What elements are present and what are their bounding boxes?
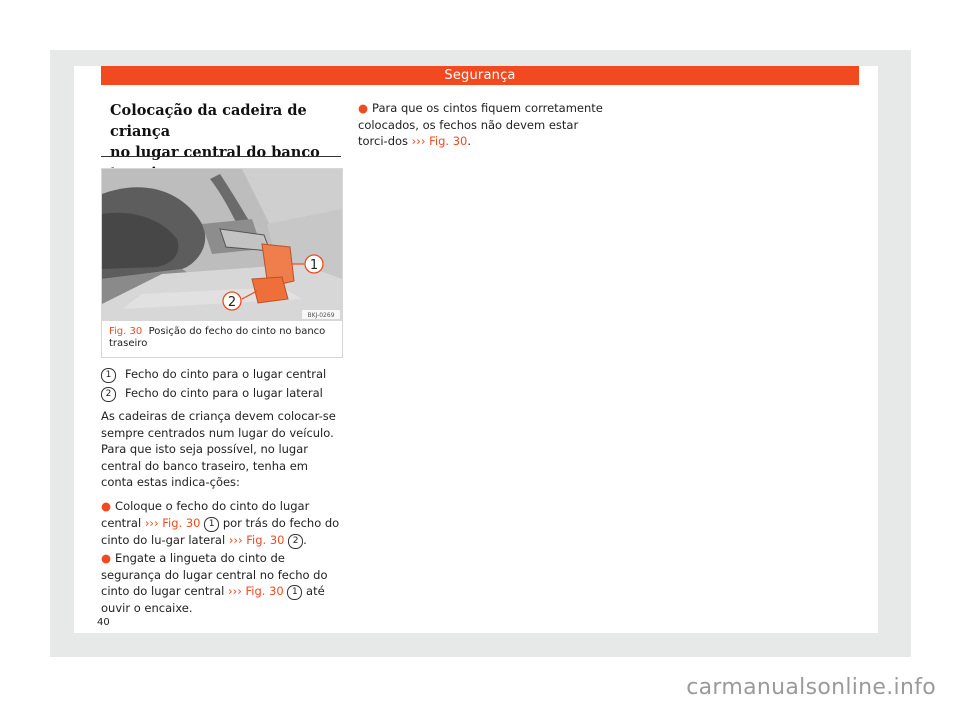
bullet-dot-icon: ●	[358, 101, 369, 115]
heading-line: no lugar central do banco	[110, 144, 320, 161]
caption-text: Posição do fecho do cinto no banco traseiro	[109, 326, 326, 349]
figure-link[interactable]: Fig. 30	[245, 584, 284, 598]
bullet-text: Engate a lingueta do cinto de segurança do lugar central no fecho do cinto do lugar central	[101, 551, 328, 598]
watermark: carmanualsonline.info	[686, 675, 936, 700]
figure-link[interactable]: Fig. 30	[429, 134, 468, 148]
figure-link[interactable]: Fig. 30	[162, 515, 201, 530]
heading-line: Colocação da cadeira de criança	[110, 102, 307, 140]
legend-item	[101, 386, 323, 402]
cross-ref-arrow: ›››	[228, 584, 242, 598]
cross-ref-arrow: ›››	[144, 515, 159, 530]
cross-ref-arrow: ›››	[228, 532, 243, 547]
number-badge: 2	[288, 534, 303, 549]
callout-label: 2	[227, 295, 237, 310]
bullet-text: .	[467, 134, 471, 148]
bullet-text: Para que os cintos fiquem corretamente colocados, os fechos não devem estar torci-dos	[358, 101, 603, 148]
heading-divider	[101, 156, 341, 157]
bullet-text: .	[303, 532, 307, 547]
section-header: Segurança	[101, 66, 859, 85]
legend-text: Fecho do cinto para o lugar central	[125, 367, 327, 381]
bullet-dot-icon: ●	[101, 551, 112, 565]
bullet-text: por trás do fecho do cinto do lu-gar lateral	[101, 515, 340, 547]
body-paragraph: As cadeiras de criança devem colocar-se sempre centrados num lugar do veículo. Para que isto seja possível, no lugar central do banco traseiro, tenha em conta estas indica-ções:	[101, 409, 336, 489]
figure-code: BKJ-0269	[307, 312, 335, 319]
bullet-text: Coloque o fecho do cinto do lugar central	[101, 499, 310, 530]
callout-label: 1	[309, 258, 319, 273]
bullet-item	[101, 550, 345, 617]
number-badge: 2	[101, 387, 116, 402]
bullet-dot-icon: ●	[101, 499, 112, 513]
caption-label: Fig. 30	[109, 326, 143, 337]
legend-text: Fecho do cinto para o lugar lateral	[125, 386, 323, 400]
bullet-text: até ouvir o encaixe.	[101, 584, 325, 615]
number-badge: 1	[204, 517, 219, 532]
seatbelt-buckle-illustration	[102, 169, 342, 321]
figure-caption	[109, 326, 335, 350]
figure-link[interactable]: Fig. 30	[246, 532, 285, 547]
number-badge: 1	[101, 368, 116, 383]
number-badge: 1	[287, 585, 302, 600]
cross-ref-arrow: ›››	[411, 134, 426, 148]
page-number: 40	[97, 617, 110, 628]
figure	[101, 168, 343, 358]
bullet-item	[101, 498, 345, 549]
bullet-item	[358, 100, 604, 150]
legend-item	[101, 367, 326, 383]
